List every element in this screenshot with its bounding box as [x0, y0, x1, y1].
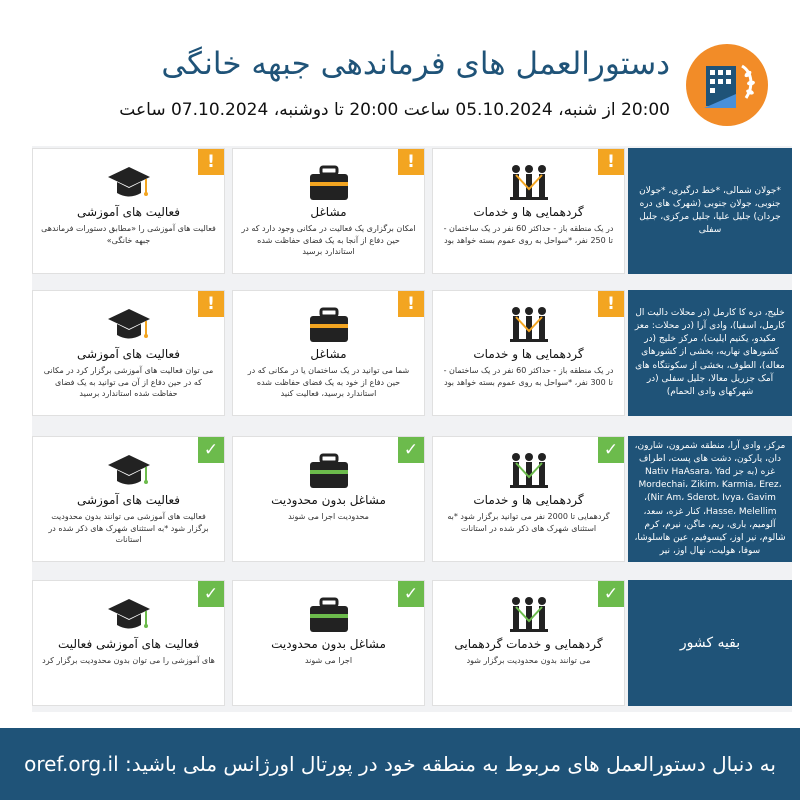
- home-front-command-logo: [686, 44, 768, 126]
- date-range: 20:00 از شنبه، 05.10.2024 ساعت 20:00 تا دوشنبه، 07.10.2024 ساعت: [119, 100, 670, 120]
- warning-badge-icon: !: [598, 291, 624, 317]
- workplaces-card: [232, 580, 425, 706]
- region-row: [32, 436, 792, 566]
- card-description: شما می توانید در یک ساختمان یا در مکانی که در حین دفاع از خود به یک فضای حفاظت شده استاندارد برسید، فعالیت کنید: [247, 366, 410, 399]
- card-description: می توان فعالیت های آموزشی برگزار کرد در مکانی که در حین دفاع از آن می توانید به یک فضای حفاظت شده استاندارد برسید: [43, 366, 214, 399]
- graduation-cap-icon: [106, 305, 152, 345]
- card-description: در یک منطقه باز - حداکثر 60 نفر در یک ساختمان - تا 250 نفر، *سواحل به روی عموم بسته خواهد بود: [443, 224, 614, 245]
- card-title: مشاغل: [310, 205, 347, 219]
- page-title: دستورالعمل های فرماندهی جبهه خانگی: [161, 46, 670, 82]
- check-badge-icon: ✓: [598, 581, 624, 607]
- graduation-cap-icon: [106, 595, 152, 635]
- warning-badge-icon: !: [198, 291, 224, 317]
- education-card: [32, 580, 225, 706]
- briefcase-icon: [306, 163, 352, 203]
- check-badge-icon: ✓: [198, 581, 224, 607]
- graduation-cap-icon: [106, 163, 152, 203]
- education-card: [32, 290, 225, 416]
- region-cell: [628, 290, 792, 416]
- gatherings-card: [432, 148, 625, 274]
- briefcase-icon: [306, 305, 352, 345]
- workplaces-card: [232, 436, 425, 562]
- card-description: فعالیت های آموزشی می توانند بدون محدودیت برگزار شود *به استثنای شهرک های ذکر شده در استانات: [48, 512, 209, 545]
- check-badge-icon: ✓: [398, 581, 424, 607]
- graduation-cap-icon: [106, 451, 152, 491]
- region-cell: [628, 580, 792, 706]
- gatherings-card: [432, 436, 625, 562]
- card-title: گردهمایی و خدمات گردهمایی: [454, 637, 603, 651]
- region-label: خلیج، دره کا کارمل (در محلات دالیت ال کارمل، اسفیا)، وادی آرا (در محلات: معز مکیدو، یکنیم ایلیت)، مرکز خلیج (در کشورهای نهاریه، بخشی از کشورهای معاله)، الطوف، بخشی از سکونتگاه های آمک جزریل معالا، جلیل سفلی (در شهرکهای وادی الحمام): [634, 308, 786, 397]
- card-description: محدودیت اجرا می شوند: [288, 512, 369, 521]
- briefcase-icon: [306, 595, 352, 635]
- card-title: مشاغل: [310, 347, 347, 361]
- footer-text: به دنبال دستورالعمل های مربوط به منطقه خود در پورتال اورژانس ملی باشید: oref.org.il: [24, 752, 776, 776]
- region-label: بقیه کشور: [679, 634, 741, 651]
- workplaces-card: [232, 290, 425, 416]
- card-description: می توانند بدون محدودیت برگزار شود: [466, 656, 591, 665]
- region-cell: [628, 148, 792, 274]
- check-badge-icon: ✓: [398, 437, 424, 463]
- region-label: مرکز، وادی آرا، منطقه شمرون، شارون، دان، یارکون، دشت های پست، اطراف غزه (به جز Nativ HaAsara، Yad Mordechai، Zikim، Karmia، Erez، Nir Am، Sderot، Ivya، Gavim)، Hasse، Melellim، کنار غزه، سعد، آلومیم، باری، ریم، ماگن، نیرم، کرم شالوم، نیر اوز، کیسوفیم، عین هاسلوشا، سوفا، هولیت، نهال اوز، نیر: [634, 441, 786, 556]
- briefcase-icon: [306, 451, 352, 491]
- card-description: های آموزشی را می توان بدون محدودیت برگزار کرد: [42, 656, 215, 665]
- card-title: گردهمایی ها و خدمات: [473, 205, 584, 219]
- gatherings-card: [432, 580, 625, 706]
- gathering-icon: [506, 163, 552, 203]
- gathering-icon: [506, 451, 552, 491]
- card-title: مشاغل بدون محدودیت: [271, 637, 386, 651]
- header: [0, 0, 800, 140]
- warning-badge-icon: !: [598, 149, 624, 175]
- region-label: *جولان شمالی، *خط درگیری، *جولان جنوبی، جولان جنوبی (شهرک های دره جردان) جلیل علیا، جلیل مرکزی، جلیل سفلی: [639, 185, 781, 236]
- card-description: فعالیت های آموزشی را «مطابق دستورات فرماندهی جبهه خانگی»: [41, 224, 216, 245]
- warning-badge-icon: !: [198, 149, 224, 175]
- region-row: [32, 580, 792, 710]
- warning-badge-icon: !: [398, 149, 424, 175]
- card-title: گردهمایی ها و خدمات: [473, 347, 584, 361]
- card-description: گردهمایی تا 2000 نفر می توانید برگزار شود *به استثنای شهرک های ذکر شده در استانات: [447, 512, 610, 533]
- card-title: فعالیت های آموزشی: [76, 205, 181, 219]
- education-card: [32, 148, 225, 274]
- region-cell: [628, 436, 792, 562]
- building-laurel-icon: [696, 54, 758, 116]
- footer-banner: [0, 728, 800, 800]
- card-description: در یک منطقه باز - حداکثر 60 نفر در یک ساختمان - تا 300 نفر، *سواحل به روی عموم بسته خواهد بود: [443, 366, 614, 387]
- gathering-icon: [506, 595, 552, 635]
- card-description: امکان برگزاری یک فعالیت در مکانی وجود دارد که در حین دفاع از آنجا به یک فضای حفاظت شده استاندارد برسید: [241, 224, 416, 257]
- region-row: [32, 148, 792, 278]
- gatherings-card: [432, 290, 625, 416]
- warning-badge-icon: !: [398, 291, 424, 317]
- card-title: فعالیت های آموزشی فعالیت: [57, 637, 200, 651]
- education-card: [32, 436, 225, 562]
- check-badge-icon: ✓: [598, 437, 624, 463]
- card-title: فعالیت های آموزشی: [76, 347, 181, 361]
- check-badge-icon: ✓: [198, 437, 224, 463]
- card-title: گردهمایی ها و خدمات: [473, 493, 584, 507]
- card-description: اجرا می شوند: [304, 656, 353, 665]
- workplaces-card: [232, 148, 425, 274]
- card-title: مشاغل بدون محدودیت: [271, 493, 386, 507]
- region-row: [32, 290, 792, 420]
- card-title: فعالیت های آموزشی: [76, 493, 181, 507]
- gathering-icon: [506, 305, 552, 345]
